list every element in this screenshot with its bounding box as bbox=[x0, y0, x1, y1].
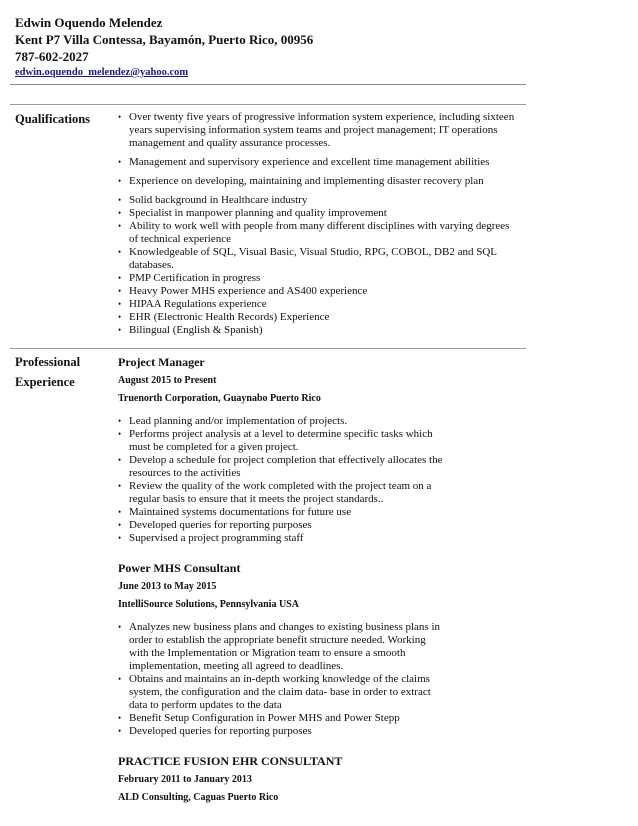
job-company: Truenorth Corporation, Guaynabo Puerto Rico bbox=[118, 393, 321, 404]
experience-label-line1: Professional bbox=[15, 355, 81, 369]
job-entry-practice-fusion bbox=[118, 754, 518, 804]
resume-header bbox=[15, 14, 313, 80]
qualifications-label: Qualifications bbox=[15, 112, 91, 126]
list-item: • Management and supervisory experience and excellent time management abilities bbox=[118, 156, 518, 169]
list-item: • HIPAA Regulations experience bbox=[118, 298, 518, 311]
job-title: Power MHS Consultant bbox=[118, 561, 241, 575]
candidate-email-link[interactable]: edwin.oquendo_melendez@yahoo.com bbox=[15, 67, 189, 78]
job-duties-list bbox=[118, 621, 448, 738]
list-item: • Benefit Setup Configuration in Power MHS and Power Stepp bbox=[118, 712, 448, 725]
list-item: • Performs project analysis at a level to determine specific tasks which must be completed for a given project. bbox=[118, 428, 448, 454]
job-title: PRACTICE FUSION EHR CONSULTANT bbox=[118, 754, 343, 768]
job-entry-power-mhs-consultant bbox=[118, 561, 518, 738]
candidate-name: Edwin Oquendo Melendez bbox=[15, 15, 163, 30]
candidate-address: Kent P7 Villa Contessa, Bayamón, Puerto Rico, 00956 bbox=[15, 32, 314, 47]
job-company: IntelliSource Solutions, Pennsylvania USA bbox=[118, 599, 299, 610]
list-item: • Lead planning and/or implementation of projects. bbox=[118, 415, 448, 428]
job-title: Project Manager bbox=[118, 355, 205, 369]
list-item: • Analyzes new business plans and changes to existing business plans in order to establish the appropriate benefit structure needed. Working with the Implementation or Migration team to ensure a smooth implementation, meeting all agreed to deadlines. bbox=[118, 621, 448, 673]
section-divider-top bbox=[10, 104, 526, 105]
header-divider bbox=[10, 84, 526, 85]
job-company: ALD Consulting, Caguas Puerto Rico bbox=[118, 792, 279, 803]
list-item: • Specialist in manpower planning and quality improvement bbox=[118, 207, 518, 220]
list-item: • PMP Certification in progress bbox=[118, 272, 518, 285]
list-item: • Develop a schedule for project completion that effectively allocates the resources to the activities bbox=[118, 454, 448, 480]
job-dates: June 2013 to May 2015 bbox=[118, 581, 217, 592]
list-item: • Knowledgeable of SQL, Visual Basic, Visual Studio, RPG, COBOL, DB2 and SQL databases. bbox=[118, 246, 518, 272]
job-entry-project-manager bbox=[118, 355, 518, 545]
section-divider-experience bbox=[10, 348, 526, 349]
experience-label-line2: Experience bbox=[15, 375, 75, 389]
job-dates: February 2011 to January 2013 bbox=[118, 774, 252, 785]
list-item: • Experience on developing, maintaining and implementing disaster recovery plan bbox=[118, 175, 518, 188]
list-item: • Supervised a project programming staff bbox=[118, 532, 448, 545]
list-item: • EHR (Electronic Health Records) Experience bbox=[118, 311, 518, 324]
list-item: • Over twenty five years of progressive information system experience, including sixteen years supervising information system teams and project management; IT operations management and quality assurance processes. bbox=[118, 111, 518, 150]
candidate-phone: 787-602-2027 bbox=[15, 49, 89, 64]
list-item: • Heavy Power MHS experience and AS400 experience bbox=[118, 285, 518, 298]
list-item: • Developed queries for reporting purposes bbox=[118, 519, 448, 532]
list-item: • Obtains and maintains an in-depth working knowledge of the claims system, the configuration and the claim data- base in order to extract data to perform updates to the data bbox=[118, 673, 448, 712]
job-duties-list bbox=[118, 415, 448, 545]
list-item: • Solid background in Healthcare industry bbox=[118, 194, 518, 207]
list-item: • Maintained systems documentations for future use bbox=[118, 506, 448, 519]
list-item: • Review the quality of the work completed with the project team on a regular basis to ensure that it meets the project standards.. bbox=[118, 480, 448, 506]
list-item: • Ability to work well with people from many different disciplines with varying degrees of technical experience bbox=[118, 220, 518, 246]
job-dates: August 2015 to Present bbox=[118, 375, 217, 386]
list-item: • Developed queries for reporting purposes bbox=[118, 725, 448, 738]
list-item: • Bilingual (English & Spanish) bbox=[118, 324, 518, 337]
qualifications-list bbox=[118, 111, 518, 337]
